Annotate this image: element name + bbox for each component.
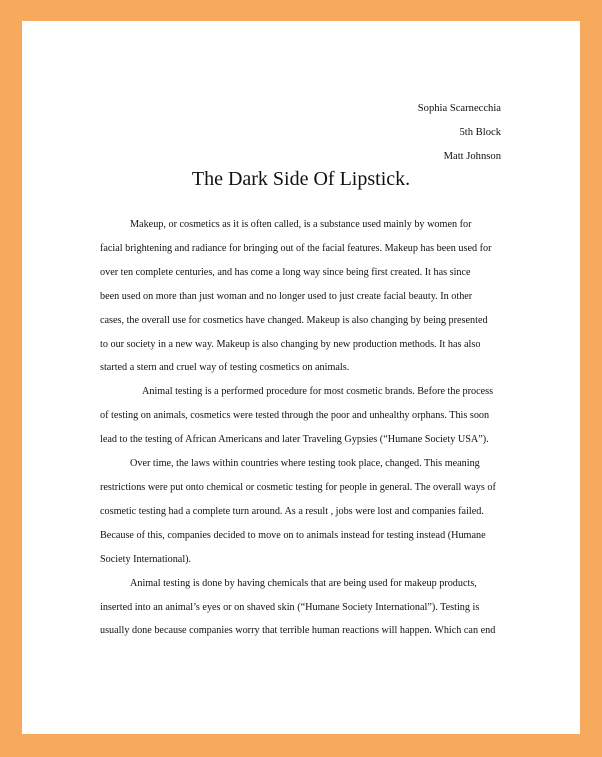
paragraph-line: Over time, the laws within countries where testing took place, changed. This meaning	[130, 458, 480, 470]
author-name: Sophia Scarnecchia	[417, 103, 501, 114]
paragraph-line: Society International).	[100, 553, 192, 565]
class-block: 5th Block	[459, 127, 501, 138]
paragraph-line: Animal testing is done by having chemicals that are being used for makeup products,	[130, 577, 477, 589]
paragraph-line: started a stern and cruel way of testing cosmetics on animals.	[100, 362, 350, 374]
paragraph-line: cases, the overall use for cosmetics have changed. Makeup is also changing by being presented	[100, 314, 488, 326]
paragraph-1	[100, 213, 504, 380]
paragraph-4	[100, 572, 504, 644]
paragraph-line: been used on more than just woman and no longer used to just create facial beauty. In other	[100, 290, 473, 302]
teacher-name: Matt Johnson	[443, 151, 501, 162]
paragraph-line: Because of this, companies decided to move on to animals instead for testing instead (Humane	[100, 529, 486, 541]
paragraph-line: facial brightening and radiance for bringing out of the facial features. Makeup has been used for	[100, 242, 492, 254]
paragraph-line: restrictions were put onto chemical or cosmetic testing for people in general. The overall ways of	[100, 481, 496, 493]
paragraph-line: lead to the testing of African Americans and later Traveling Gypsies (“Humane Society USA”).	[100, 434, 489, 446]
paragraph-line: to our society in a new way. Makeup is also changing by new production methods. It has also	[100, 338, 481, 350]
author-header	[418, 97, 501, 169]
paragraph-line: of testing on animals, cosmetics were tested through the poor and unhealthy orphans. This soon	[100, 410, 490, 422]
paragraph-line: inserted into an animal’s eyes or on shaved skin (“Humane Society International”). Testing is	[100, 601, 480, 613]
paragraph-line: Animal testing is a performed procedure for most cosmetic brands. Before the process	[142, 386, 494, 398]
paragraph-line: usually done because companies worry that terrible human reactions will happen. Which can end	[100, 625, 496, 637]
document-page	[22, 21, 580, 734]
essay-title: The Dark Side Of Lipstick.	[191, 168, 411, 190]
paragraph-line: over ten complete centuries, and has come a long way since being first created. It has since	[100, 266, 471, 278]
paragraph-3	[100, 452, 504, 572]
essay-body	[100, 213, 504, 643]
paragraph-2	[100, 380, 504, 452]
paragraph-line: Makeup, or cosmetics as it is often called, is a substance used mainly by women for	[130, 219, 472, 230]
paragraph-line: cosmetic testing had a complete turn around. As a result , jobs were lost and companies failed.	[100, 505, 484, 517]
